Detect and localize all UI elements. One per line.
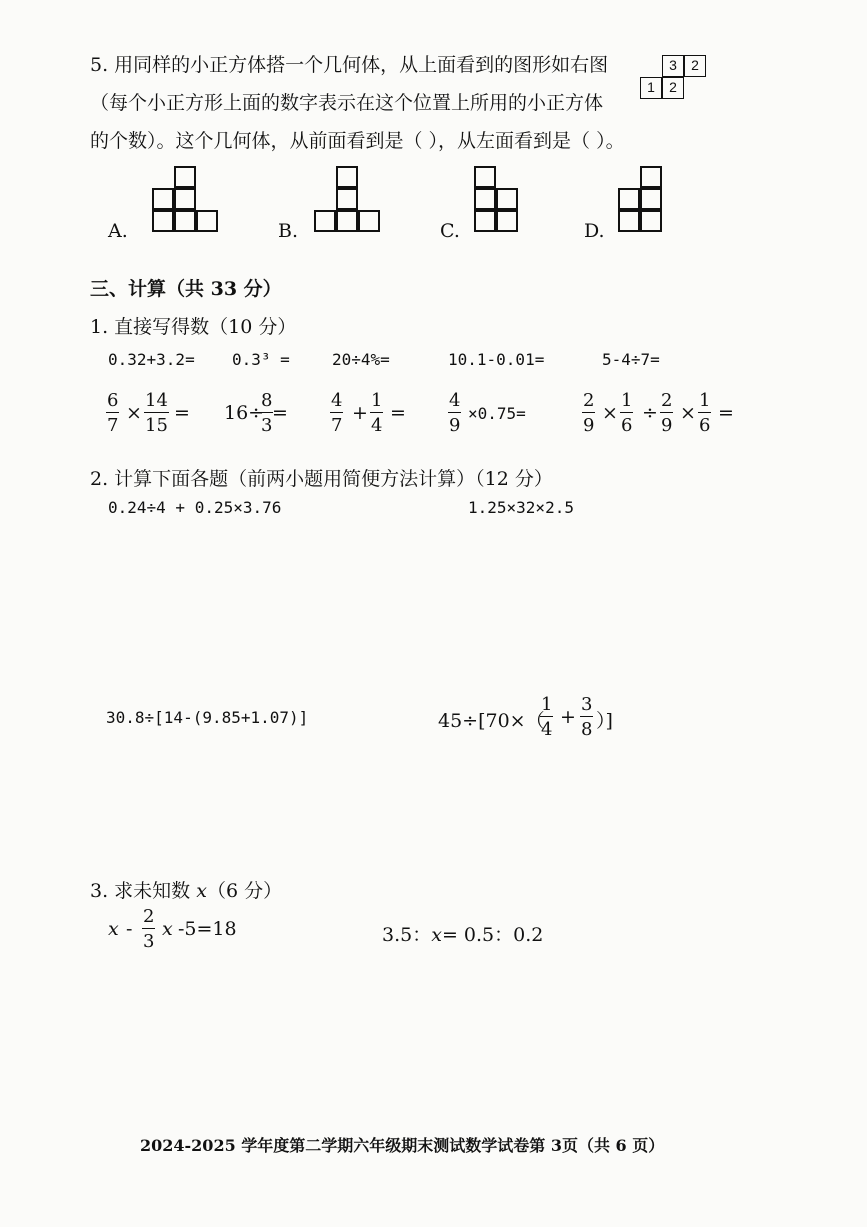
equals: = bbox=[272, 402, 288, 424]
fraction: $\frac{2}{9}$ bbox=[583, 390, 595, 436]
operator: × bbox=[602, 402, 618, 424]
option-d-label: D. bbox=[584, 220, 605, 242]
calc-prefix: 16÷ bbox=[224, 402, 265, 424]
operator: × bbox=[126, 402, 142, 424]
calc-item: 20÷4%= bbox=[332, 350, 390, 369]
top-view-cell: 3 bbox=[662, 55, 684, 77]
fraction: $\frac{4}{9}$ bbox=[449, 390, 461, 436]
fraction: $\frac{2}{9}$ bbox=[661, 390, 673, 436]
equation-var: x bbox=[162, 918, 173, 940]
equation-var: x bbox=[108, 918, 119, 940]
fraction: $\frac{4}{7}$ bbox=[331, 390, 343, 436]
option-c-label: C. bbox=[440, 220, 460, 242]
equation-suffix: -5=18 bbox=[178, 918, 237, 940]
q5-line-2: （每个小正方形上面的数字表示在这个位置上所用的小正方体 bbox=[90, 92, 604, 114]
expression-suffix: ）] bbox=[596, 710, 613, 732]
expression: 30.8÷[14-(9.85+1.07)] bbox=[106, 708, 309, 727]
part-3-title: 3. 求未知数 x（6 分） bbox=[90, 880, 283, 902]
expression: 0.24÷4 + 0.25×3.76 bbox=[108, 498, 282, 517]
fraction: $\frac{14}{15}$ bbox=[145, 390, 168, 436]
operator: + bbox=[560, 706, 576, 728]
expression-prefix: 45÷[70×（ bbox=[438, 710, 545, 732]
part-2-title: 2. 计算下面各题（前两小题用简便方法计算）（12 分） bbox=[90, 468, 553, 490]
equals: = bbox=[390, 402, 406, 424]
operator: - bbox=[126, 918, 133, 940]
operator: × bbox=[680, 402, 696, 424]
equals: = bbox=[174, 402, 190, 424]
fraction: $\frac{3}{8}$ bbox=[581, 694, 593, 740]
operator: + bbox=[352, 402, 368, 424]
part-1-title: 1. 直接写得数（10 分） bbox=[90, 316, 297, 338]
calc-item: 5-4÷7= bbox=[602, 350, 660, 369]
fraction: $\frac{1}{4}$ bbox=[371, 390, 383, 436]
q5-line-3: 的个数）。这个几何体，从前面看到是（ ），从左面看到是（ ）。 bbox=[90, 130, 625, 152]
fraction: $\frac{2}{3}$ bbox=[143, 906, 155, 952]
equals: = bbox=[718, 402, 734, 424]
equation-2: 3.5：x= 0.5：0.2 bbox=[382, 924, 544, 946]
operator: ÷ bbox=[642, 402, 658, 424]
fraction: $\frac{8}{3}$ bbox=[261, 390, 273, 436]
option-b-label: B. bbox=[278, 220, 299, 242]
top-view-cell: 2 bbox=[684, 55, 706, 77]
top-view-cell: 2 bbox=[662, 77, 684, 99]
expression: 1.25×32×2.5 bbox=[468, 498, 574, 517]
top-view-cell: 1 bbox=[640, 77, 662, 99]
fraction: $\frac{1}{4}$ bbox=[541, 694, 553, 740]
fraction: $\frac{1}{6}$ bbox=[621, 390, 633, 436]
fraction: $\frac{6}{7}$ bbox=[107, 390, 119, 436]
fraction: $\frac{1}{6}$ bbox=[699, 390, 711, 436]
calc-item: 0.3³ = bbox=[232, 350, 290, 369]
option-a-label: A. bbox=[108, 220, 128, 242]
calc-item: 0.32+3.2= bbox=[108, 350, 195, 369]
calc-item: 10.1-0.01= bbox=[448, 350, 545, 369]
q5-line-1: 5. 用同样的小正方体搭一个几何体，从上面看到的图形如右图 bbox=[90, 54, 609, 76]
calc-suffix: ×0.75= bbox=[468, 404, 526, 423]
page-footer: 2024-2025 学年度第二学期六年级期末测试数学试卷第 3页（共 6 页） bbox=[140, 1136, 665, 1155]
section-title: 三、计算（共 33 分） bbox=[90, 278, 282, 300]
